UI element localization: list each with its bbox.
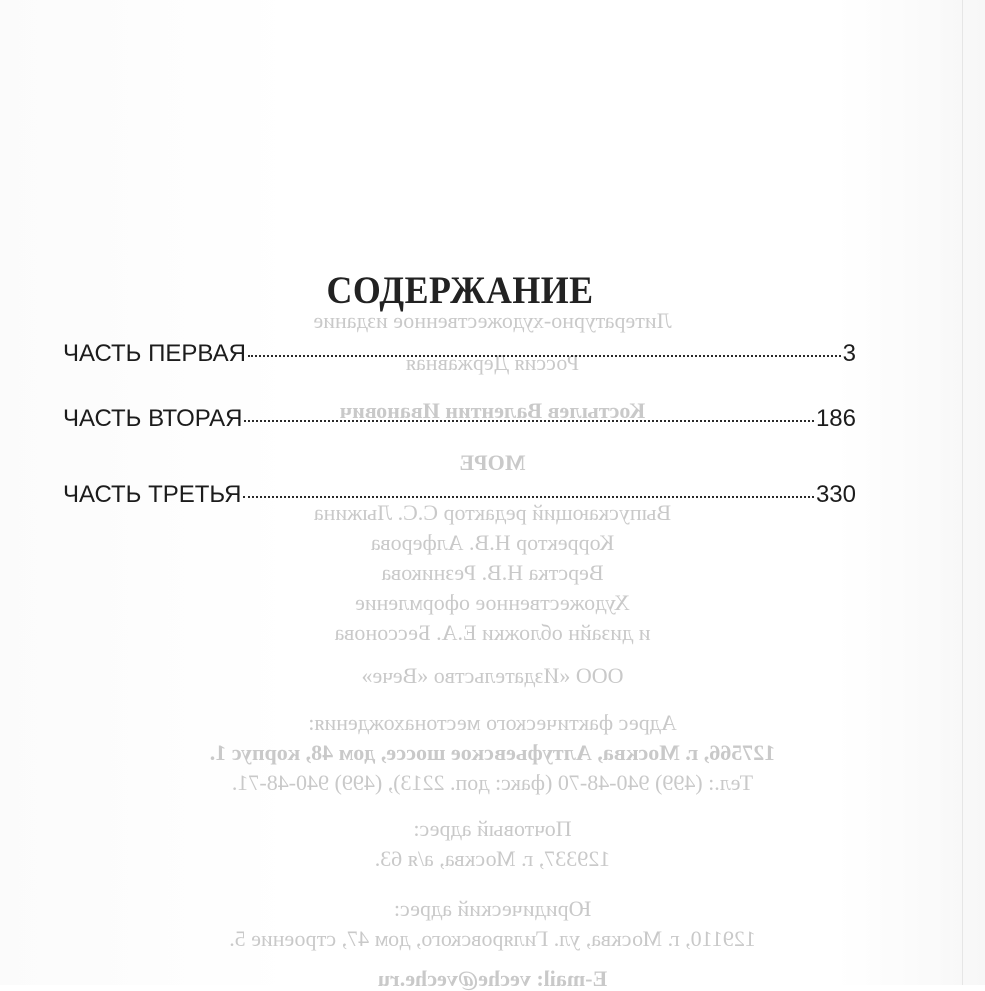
bleed-line: Костылев Валентин Иванович — [339, 398, 646, 423]
toc-leader-dots — [248, 355, 841, 357]
bleed-line: Выпускающий редактор С.С. Лыжина — [313, 500, 672, 525]
toc-entry-page: 3 — [842, 340, 856, 367]
toc-entry-part-one[interactable] — [63, 340, 856, 368]
bleed-line: Художественное оформление — [355, 590, 630, 615]
toc-leader-dots — [244, 420, 813, 422]
toc-entry-part-two[interactable] — [63, 405, 856, 433]
bleed-line: 129110, г. Москва, ул. Гиляровского, дом 47, строение 5. — [229, 926, 756, 951]
bleed-line: ООО «Издательство «Вече» — [361, 663, 624, 688]
bleed-line: Юридический адрес: — [393, 896, 592, 921]
bleed-line: Адрес фактического местонахождения: — [308, 710, 677, 735]
bleed-line: Почтовый адрес: — [413, 816, 572, 841]
bleed-line: 127566, г. Москва, Алтуфьевское шоссе, дом 48, корпус 1. — [209, 740, 776, 765]
bleed-line: 129337, г. Москва, а/я 63. — [374, 846, 611, 871]
bleed-line: Россия Державная — [405, 350, 580, 375]
bleed-line: Корректор Н.В. Алферова — [370, 530, 615, 555]
bleed-line: Литературно-художественное издание — [313, 308, 672, 333]
toc-entry-label: ЧАСТЬ ВТОРАЯ — [63, 405, 243, 432]
bleed-line: и дизайн обложки Е.А. Бессонова — [334, 620, 651, 645]
toc-entry-label: ЧАСТЬ ПЕРВАЯ — [63, 340, 246, 367]
toc-entry-label: ЧАСТЬ ТРЕТЬЯ — [63, 481, 242, 508]
toc-entry-page: 330 — [815, 481, 856, 508]
bleed-line: МОРЕ — [459, 450, 526, 475]
bleed-line: Верстка Н.В. Резникова — [381, 560, 604, 585]
toc-entry-part-three[interactable] — [63, 481, 856, 509]
toc-leader-dots — [243, 496, 814, 498]
toc-entry-page: 186 — [815, 405, 856, 432]
bleed-line: Тел.: (499) 940-48-70 (факс: доп. 2213), (499) 940-48-71. — [231, 770, 754, 795]
toc-title: СОДЕРЖАНИЕ — [326, 269, 594, 312]
bleed-line: E-mail: veche@veche.ru — [377, 966, 608, 991]
